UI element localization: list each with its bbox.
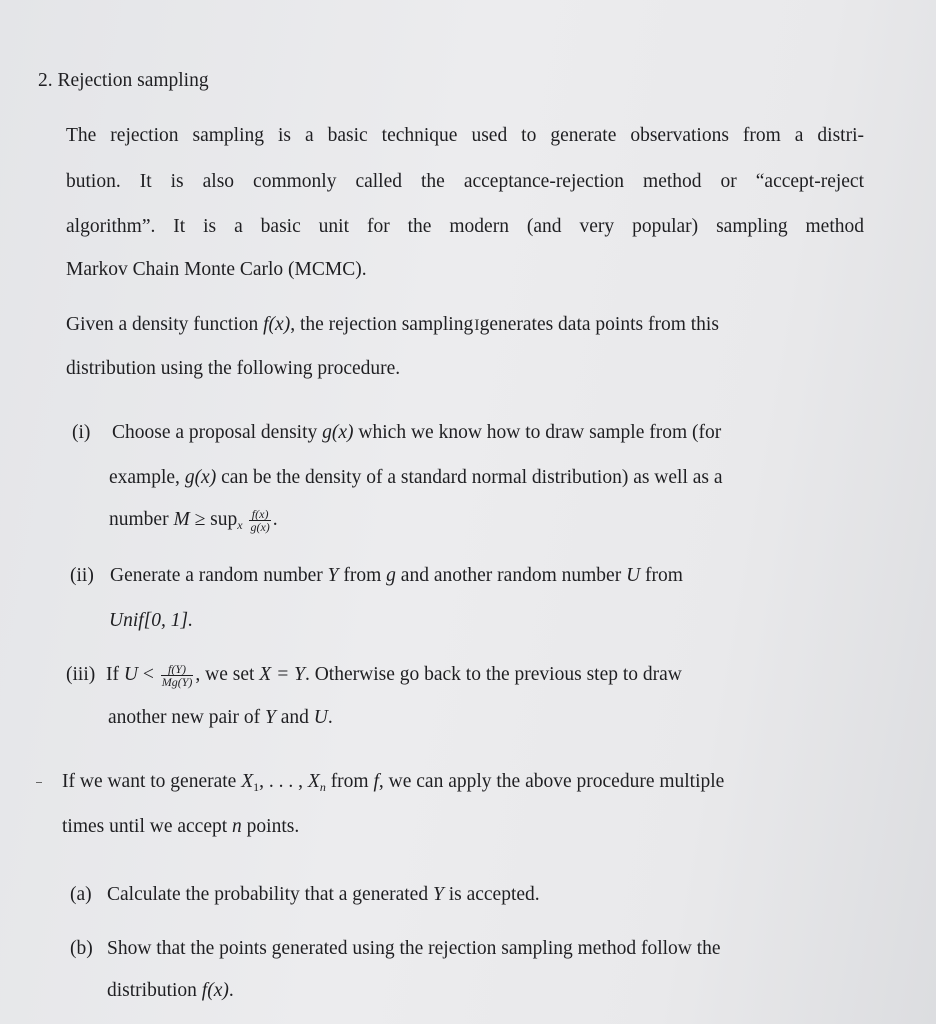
- math-f: f: [373, 771, 379, 792]
- multi-text-a: If we want to generate: [62, 771, 242, 792]
- step-i-line-3: [109, 508, 278, 537]
- step-iii-period: .: [327, 707, 333, 728]
- question-a-text-a: Calculate the probability that a generated: [107, 884, 433, 905]
- math-U: U: [123, 664, 138, 685]
- math-sup-subscript: x: [237, 518, 243, 532]
- given-text-b: , the rejection sampling: [290, 314, 474, 335]
- step-iii-text-a: If: [106, 664, 124, 685]
- fraction-numerator: f(x): [249, 508, 270, 521]
- math-X: X: [307, 771, 320, 792]
- math-f-of-x: f(x): [263, 314, 291, 335]
- math-g: g: [386, 565, 396, 586]
- step-i-text-c: example,: [109, 467, 185, 488]
- math-f-of-x: f(x): [201, 980, 229, 1001]
- math-subscript-n: n: [319, 780, 326, 794]
- step-iii-line-1: [66, 663, 682, 688]
- math-g-of-x: g(x): [184, 467, 217, 488]
- step-i-text-d: can be the density of a standard normal distribution) as well as a: [216, 467, 723, 488]
- question-a-marker: (a): [70, 884, 92, 905]
- math-dots: , . . . ,: [259, 771, 308, 792]
- step-ii-text-d: from: [640, 565, 683, 586]
- step-iii-line-2: [108, 706, 333, 730]
- step-i-sup: ≥ sup: [189, 509, 238, 530]
- question-b-period: .: [228, 980, 234, 1001]
- math-Y: Y: [327, 565, 339, 586]
- math-subscript-1: 1: [253, 780, 260, 794]
- step-ii-text-c: and another random number: [395, 565, 627, 586]
- fraction-f-over-mg: [161, 663, 194, 688]
- math-x-equals-y: X = Y: [259, 664, 305, 685]
- step-i-text-b: which we know how to draw sample from (for: [353, 422, 722, 443]
- question-b-marker: (b): [70, 938, 93, 959]
- question-a-text-b: is accepted.: [443, 884, 540, 905]
- fraction-denominator: g(x): [250, 520, 270, 535]
- step-iii-text-c: . Otherwise go back to the previous step to draw: [304, 664, 682, 685]
- question-a: [70, 883, 540, 907]
- question-b-line-2: [107, 979, 234, 1003]
- math-less-than: <: [137, 664, 159, 685]
- given-line-2: distribution using the following procedure.: [66, 358, 401, 379]
- step-i-text-e: number: [109, 509, 174, 530]
- step-i-marker: (i): [72, 422, 91, 443]
- multi-line-1: [62, 770, 724, 799]
- math-U: U: [313, 707, 328, 728]
- problem-title: Rejection sampling: [57, 70, 209, 91]
- fraction-denominator: Mg(Y): [161, 675, 193, 690]
- fraction-f-over-g: [249, 508, 270, 533]
- intro-line-2: bution. It is also commonly called the acceptance-rejection method or “accept-reject: [66, 171, 864, 192]
- math-Y: Y: [432, 884, 444, 905]
- given-text-a: Given a density function: [66, 314, 264, 335]
- multi-text-e: points.: [241, 816, 300, 837]
- multi-text-c: , we can apply the above procedure multiple: [378, 771, 725, 792]
- step-iii-marker: (iii): [66, 664, 96, 685]
- math-X: X: [241, 771, 254, 792]
- intro-line-1: The rejection sampling is a basic technique used to generate observations from a distri-: [66, 125, 864, 146]
- step-iii-and: and: [275, 707, 314, 728]
- multi-line-2: [62, 815, 299, 839]
- step-ii-text-b: from: [338, 565, 387, 586]
- problem-number: 2.: [38, 70, 53, 91]
- question-b-line-1: [70, 937, 721, 961]
- math-g-of-x: g(x): [322, 422, 354, 443]
- question-b-text-b: distribution: [107, 980, 202, 1001]
- step-ii-marker: (ii): [70, 565, 94, 586]
- step-ii-text-a: Generate a random number: [110, 565, 328, 586]
- text-cursor-icon: I: [474, 317, 480, 334]
- step-i-text-a: Choose a proposal density: [112, 422, 323, 443]
- step-ii-line-1: [70, 564, 683, 588]
- math-Y: Y: [265, 707, 276, 728]
- problem-heading: [38, 69, 209, 93]
- math-n: n: [232, 816, 242, 837]
- step-i-line-2: [109, 466, 723, 490]
- margin-mark: [36, 782, 42, 783]
- given-text-c: generates data points from this: [479, 314, 719, 335]
- intro-line-3: algorithm”. It is a basic unit for the modern (and very popular) sampling method: [66, 216, 864, 237]
- question-b-text-a: Show that the points generated using the rejection sampling method follow the: [107, 938, 721, 959]
- multi-text-b: from: [325, 771, 374, 792]
- step-i-period: .: [272, 509, 278, 530]
- fraction-numerator: f(Y): [161, 663, 194, 676]
- math-M: M: [173, 509, 190, 530]
- multi-text-d: times until we accept: [62, 816, 233, 837]
- math-U: U: [626, 565, 641, 586]
- intro-line-4: Markov Chain Monte Carlo (MCMC).: [66, 259, 367, 280]
- step-iii-text-d: another new pair of: [108, 707, 266, 728]
- given-line-1: [66, 313, 719, 338]
- step-iii-text-b: , we set: [195, 664, 260, 685]
- step-i-line-1: [72, 421, 721, 445]
- step-ii-line-2: Unif[0, 1].: [109, 610, 193, 631]
